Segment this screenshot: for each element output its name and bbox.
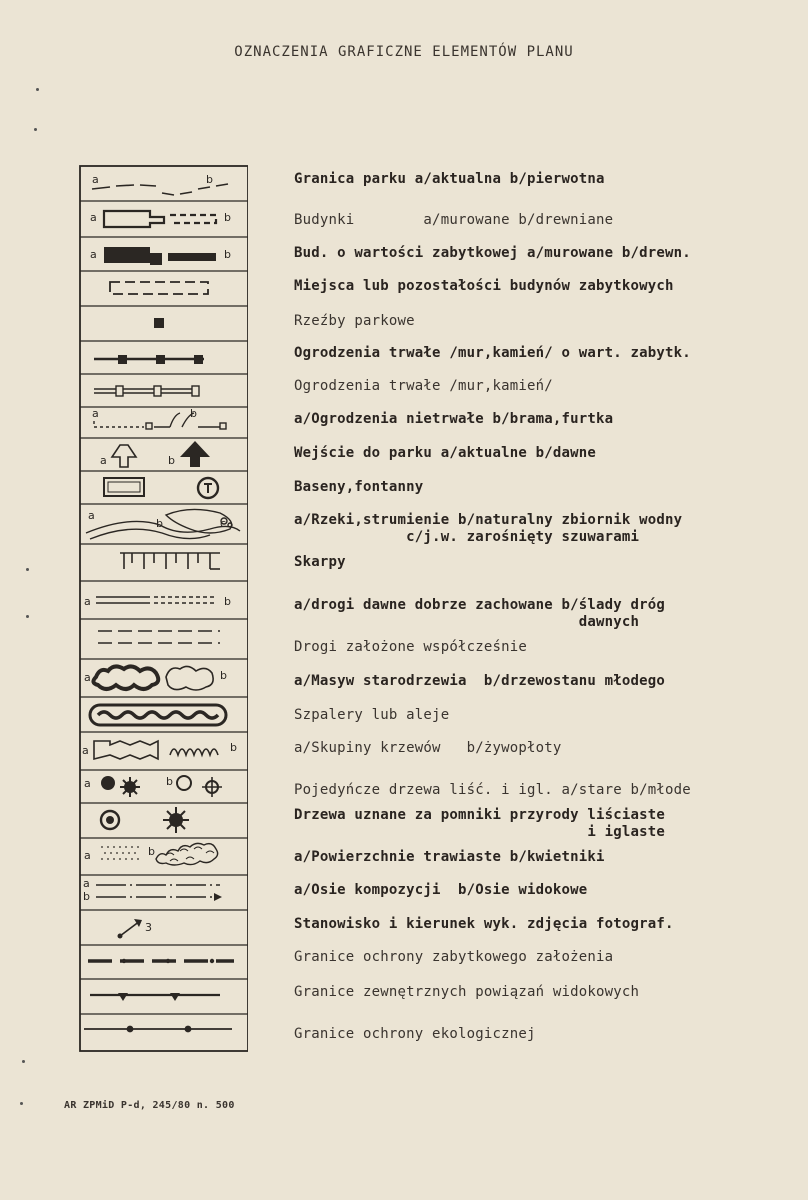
sym-label-a: a xyxy=(90,211,97,224)
sym-label-a: a xyxy=(88,509,95,522)
symbol-ecological-boundary xyxy=(84,1026,232,1033)
symbol-permanent-fence xyxy=(94,386,199,396)
legend-text-lawn: a/Powierzchnie trawiaste b/kwietniki xyxy=(294,849,605,865)
symbol-old-roads xyxy=(96,597,216,603)
sym-label-a: a xyxy=(92,173,99,186)
sym-label-three: 3 xyxy=(145,921,152,934)
sym-label-a: a xyxy=(100,454,107,467)
sym-label-b: b xyxy=(148,845,155,858)
legend-text-old-roads-line1: a/drogi dawne dobrze zachowane b/ślady dróg xyxy=(294,597,666,613)
sym-label-a: a xyxy=(83,877,90,890)
legend-text-building-remains: Miejsca lub pozostałości budynów zabytkowych xyxy=(294,278,674,294)
symbol-historic-buildings xyxy=(104,247,216,265)
symbol-escarpment xyxy=(120,553,220,569)
sym-label-b: b xyxy=(224,248,231,261)
page-title: OZNACZENIA GRAFICZNE ELEMENTÓW PLANU xyxy=(234,44,574,60)
symbol-axes xyxy=(96,885,222,901)
legend-text-shrubs: a/Skupiny krzewów b/żywopłoty xyxy=(294,740,562,756)
paper-speck xyxy=(36,88,39,91)
symbol-photo-point xyxy=(118,919,143,939)
sym-label-b: b xyxy=(230,741,237,754)
sym-label-a: a xyxy=(82,744,89,757)
symbol-heritage-boundary xyxy=(88,959,234,963)
symbol-monument-trees xyxy=(101,807,189,833)
legend-text-escarpment: Skarpy xyxy=(294,554,346,570)
symbol-single-trees xyxy=(101,776,222,797)
symbol-buildings xyxy=(104,211,216,227)
legend-text-rivers-line1: a/Rzeki,strumienie b/naturalny zbiornik wodny xyxy=(294,512,683,528)
sym-label-b: b xyxy=(206,173,213,186)
legend-text-park-border: Granica parku a/aktualna b/pierwotna xyxy=(294,171,605,187)
sym-label-b: b xyxy=(224,595,231,608)
symbol-new-roads xyxy=(98,631,220,643)
paper-speck xyxy=(22,1060,25,1063)
paper-speck xyxy=(26,568,29,571)
legend-text-monument-trees-line2: i iglaste xyxy=(294,824,666,840)
symbol-view-boundary xyxy=(90,993,220,1001)
table-frame xyxy=(80,166,248,1051)
footer-print-note: AR ZPMiD P-d, 245/80 n. 500 xyxy=(64,1100,235,1111)
symbol-shrubs-hedge xyxy=(94,741,218,759)
legend-text-old-roads-line2: dawnych xyxy=(294,614,640,630)
legend-text-permanent-fence: Ogrodzenia trwałe /mur,kamień/ xyxy=(294,378,553,394)
legend-text-pools: Baseny,fontanny xyxy=(294,479,424,495)
legend-text-view-boundary: Granice zewnętrznych powiązań widokowych xyxy=(294,984,640,1000)
sym-label-b: b xyxy=(83,890,90,903)
legend-text-sculptures: Rzeźby parkowe xyxy=(294,313,415,329)
sym-label-b: b xyxy=(224,211,231,224)
sym-label-b: b xyxy=(156,517,163,530)
paper-speck xyxy=(20,1102,23,1105)
legend-text-entrance: Wejście do parku a/aktualne b/dawne xyxy=(294,445,597,461)
sym-label-b: b xyxy=(190,407,197,420)
sym-label-a: a xyxy=(92,407,99,420)
sym-label-a: a xyxy=(84,671,91,684)
paper-speck xyxy=(34,128,37,131)
legend-text-ecological-boundary: Granice ochrony ekologicznej xyxy=(294,1026,536,1042)
symbol-historic-fence xyxy=(94,355,204,364)
legend-text-single-trees: Pojedyńcze drzewa liść. i igl. a/stare b/młode xyxy=(294,782,691,798)
symbol-tree-mass xyxy=(93,666,213,690)
symbol-temporary-fence xyxy=(94,413,226,429)
sym-label-b: b xyxy=(166,775,173,788)
sym-label-a: a xyxy=(90,248,97,261)
legend-text-temporary-fence: a/Ogrodzenia nietrwałe b/brama,furtka xyxy=(294,411,614,427)
legend-text-monument-trees-line1: Drzewa uznane za pomniki przyrody liściaste xyxy=(294,807,666,823)
sym-label-b: b xyxy=(168,454,175,467)
legend-text-axes: a/Osie kompozycji b/Osie widokowe xyxy=(294,882,588,898)
sym-label-b: b xyxy=(220,669,227,682)
legend-text-new-roads: Drogi założone współcześnie xyxy=(294,639,527,655)
paper-speck xyxy=(26,615,29,618)
legend-symbol-table xyxy=(70,165,248,1053)
legend-text-rivers-line2: c/j.w. zarośnięty szuwarami xyxy=(294,529,640,545)
sym-label-a: a xyxy=(84,777,91,790)
sym-label-a: a xyxy=(84,849,91,862)
symbol-pool-fountain xyxy=(104,478,218,498)
legend-text-historic-buildings: Bud. o wartości zabytkowej a/murowane b/drewn. xyxy=(294,245,691,261)
symbol-river-pond xyxy=(86,509,240,539)
legend-text-heritage-boundary: Granice ochrony zabytkowego założenia xyxy=(294,949,614,965)
legend-text-historic-fence: Ogrodzenia trwałe /mur,kamień/ o wart. zabytk. xyxy=(294,345,691,361)
legend-text-alley: Szpalery lub aleje xyxy=(294,707,450,723)
sym-label-a: a xyxy=(84,595,91,608)
legend-text-photo-point: Stanowisko i kierunek wyk. zdjęcia fotograf. xyxy=(294,916,674,932)
symbol-lawn-flowerbed xyxy=(101,843,218,865)
symbol-entrance xyxy=(112,441,210,467)
sym-label-c: c xyxy=(220,517,227,530)
symbol-alley xyxy=(90,705,226,725)
legend-text-buildings: Budynki a/murowane b/drewniane xyxy=(294,212,614,228)
legend-text-tree-mass: a/Masyw starodrzewia b/drzewostanu młodego xyxy=(294,673,666,689)
symbol-sculpture xyxy=(154,318,164,328)
symbol-building-remains xyxy=(110,282,208,294)
